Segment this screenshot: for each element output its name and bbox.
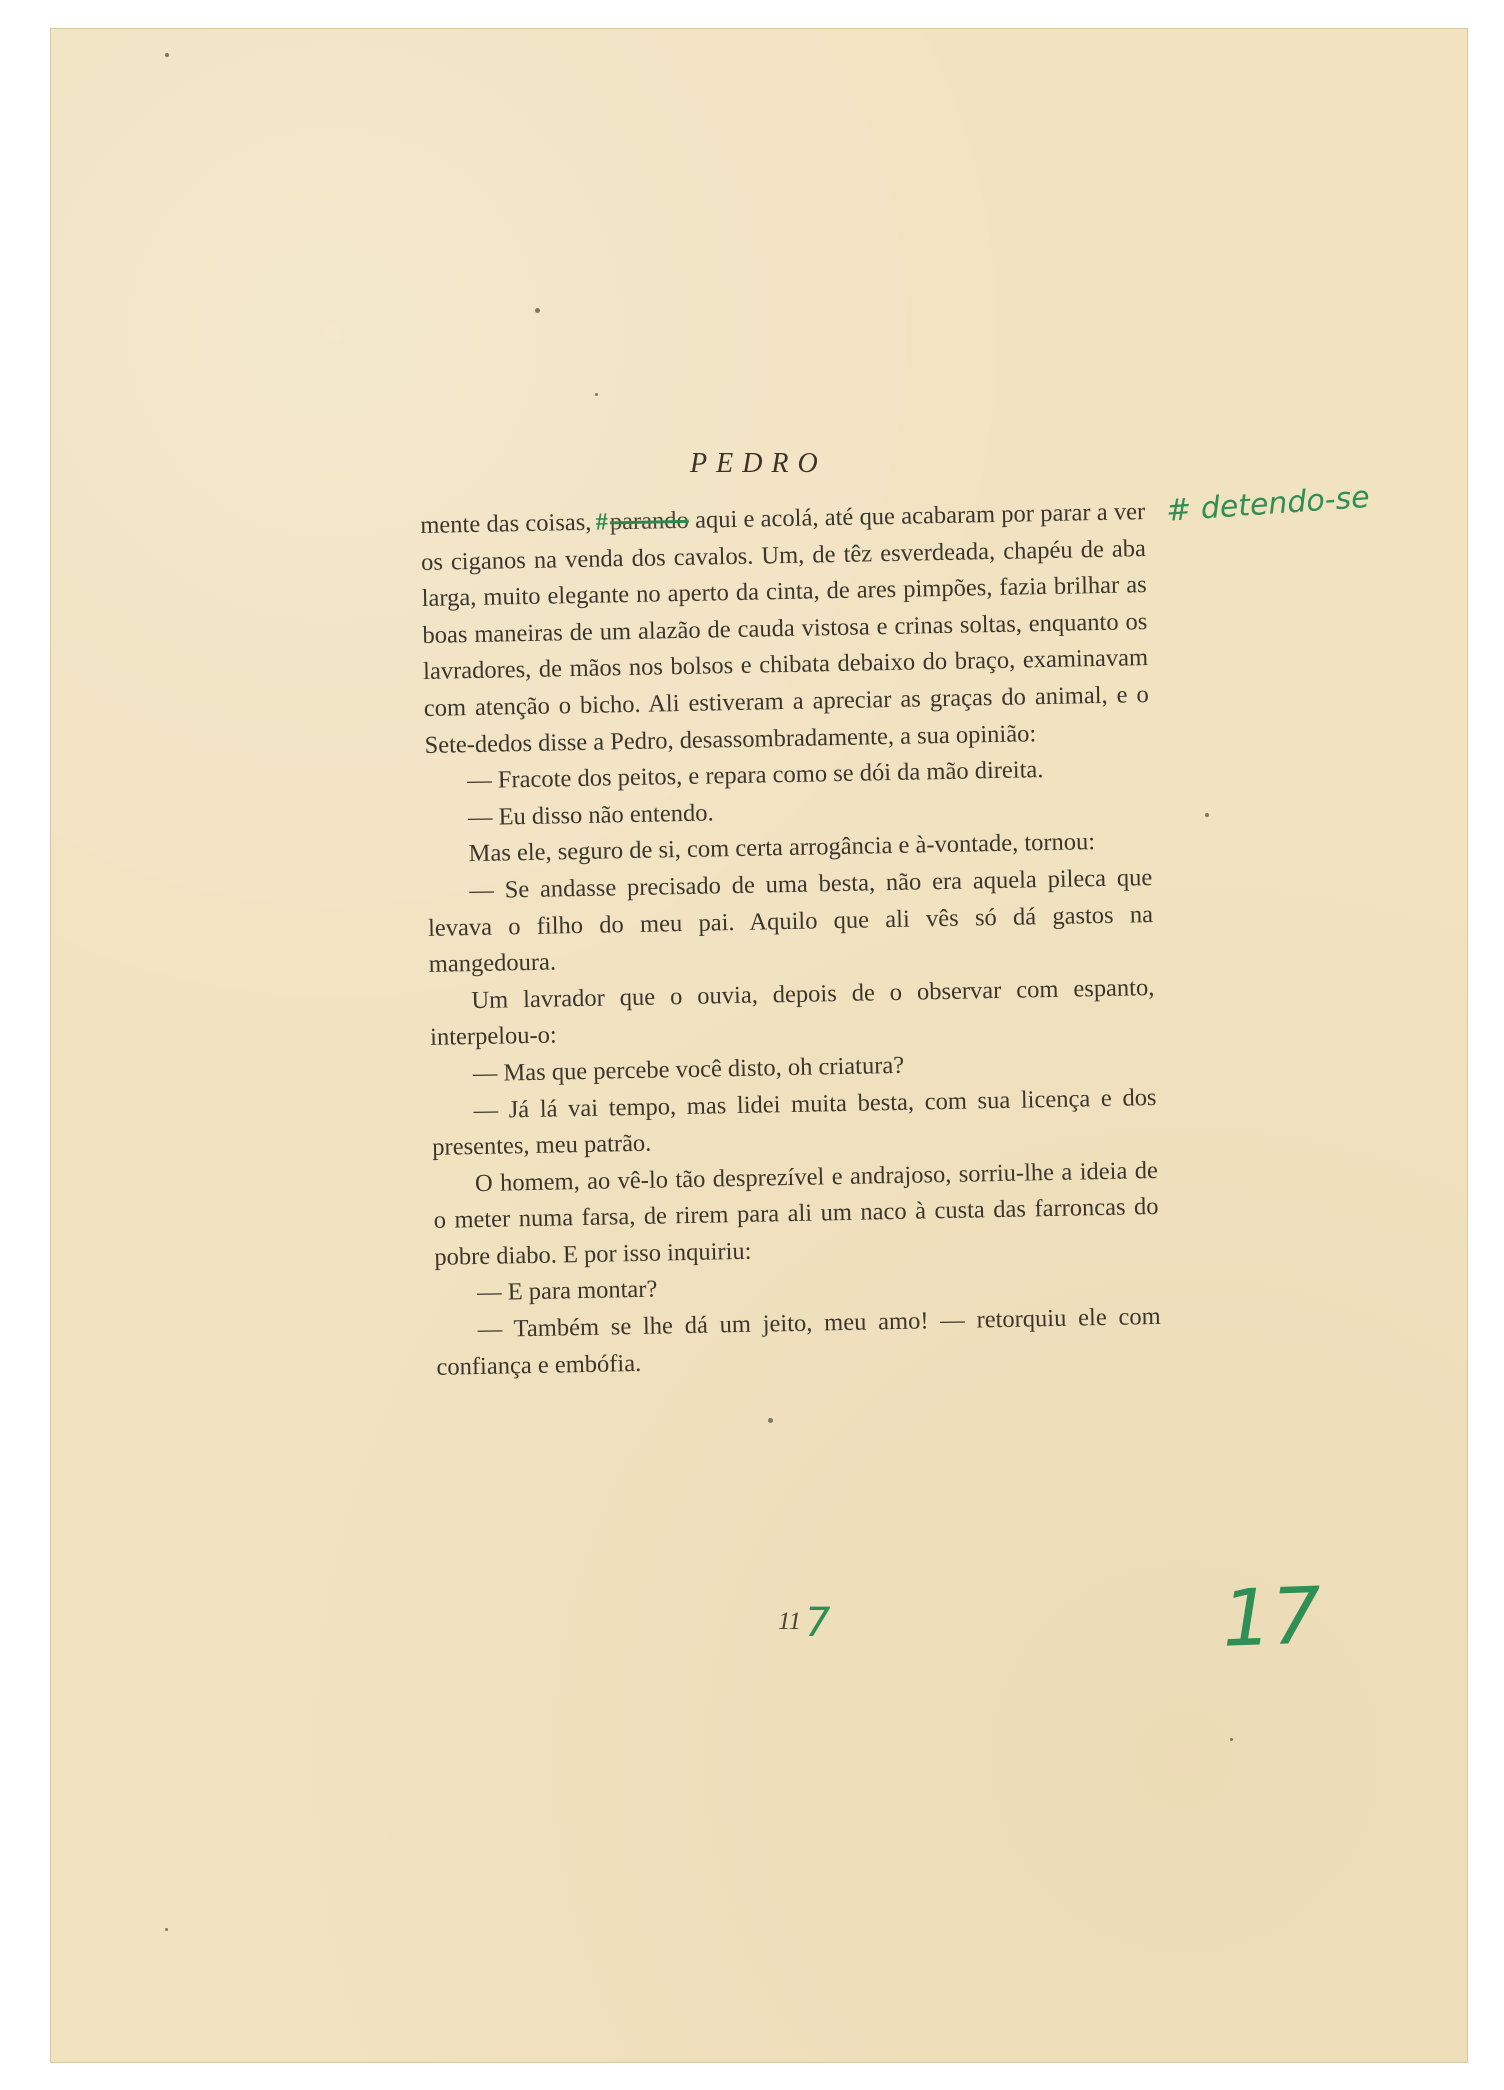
paragraph-1-start: mente das coisas, <box>420 508 598 539</box>
paper-speck <box>768 1418 773 1423</box>
paper-speck <box>1205 813 1209 817</box>
paragraph-8: — Já lá vai tempo, mas lidei muita besta, com sua licença e dos presentes, meu patrão. <box>432 1083 1157 1161</box>
paragraph-2: — Fracote dos peitos, e repara como se dói da mão direita. <box>466 756 1044 795</box>
paragraph-4: Mas ele, seguro de si, com certa arrogância e à-vontade, tornou: <box>468 828 1096 868</box>
folio-overwrite: 7 <box>805 1600 831 1646</box>
paper-speck <box>595 393 598 396</box>
paragraph-9: O homem, ao vê-lo tão desprezível e andrajoso, sorriu-lhe a ideia de o meter numa farsa, de rirem para ali um naco à custa das farroncas do pobre diabo. E por isso inquiriu: <box>433 1156 1159 1271</box>
paragraph-1 <box>420 494 1150 764</box>
paper-speck <box>535 308 540 313</box>
paragraph-6: Um lavrador que o ouvia, depois de o observar com espanto, interpelou-o: <box>429 973 1155 1052</box>
insertion-caret: # <box>595 508 609 536</box>
paragraph-5: — Se andasse precisado de uma besta, não era aquela pileca que levava o filho do meu pai. Aquilo que ali vês só dá gastos na mangedoura. <box>427 863 1154 979</box>
paragraph-1-rest: aqui e acolá, até que acabaram por parar a ver os ciganos na venda dos cavalos. Um, de têz esverdeada, chapéu de aba larga, muito elegante no aperto da cinta, de ares pimpões, fazia brilhar as boas maneiras de um alazão de cauda vistosa e crinas soltas, enquanto os lavradores, de mãos nos bolsos e chibata debaixo do braço, examinavam com atenção o bicho. Ali estiveram a apreciar as graças do animal, e o Sete-dedos disse a Pedro, desassombradamente, a sua opinião: <box>420 498 1149 759</box>
handwritten-page-number: 17 <box>1220 1571 1323 1665</box>
paragraph-7: — Mas que percebe você disto, oh criatura? <box>472 1051 905 1087</box>
paper-speck <box>1230 1738 1233 1741</box>
manuscript-page <box>50 28 1468 2063</box>
paper-speck <box>165 1928 168 1931</box>
struck-word: parando <box>609 506 690 536</box>
printed-folio: 11 <box>778 1608 802 1635</box>
margin-correction-note: # detendo-se <box>1165 479 1371 529</box>
paragraph-11: — Também se lhe dá um jeito, meu amo! — retorquiu ele com confiança e embófia. <box>436 1302 1161 1381</box>
paragraph-3: — Eu disso não entendo. <box>467 799 714 831</box>
paragraph-10: — E para montar? <box>476 1276 658 1307</box>
body-text <box>420 494 1162 1386</box>
running-head: PEDRO <box>690 448 827 479</box>
paper-speck <box>165 53 169 57</box>
